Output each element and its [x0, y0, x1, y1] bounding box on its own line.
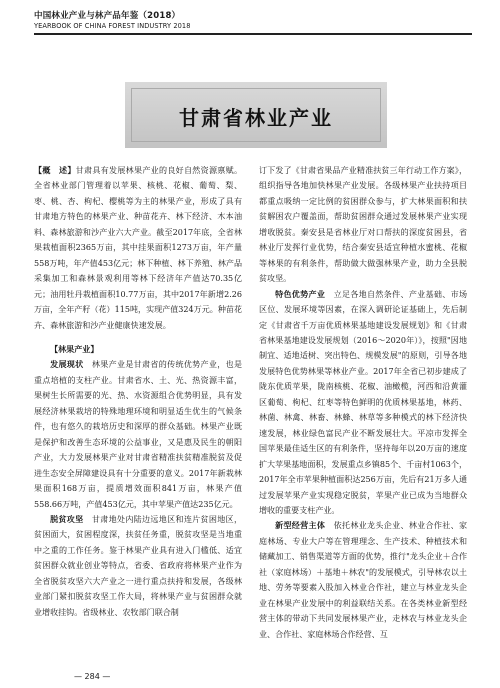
left-column	[34, 163, 242, 663]
poverty-paragraph	[34, 512, 242, 620]
right-column	[259, 163, 467, 663]
new-entities-lead: 新型经营主体	[275, 521, 326, 531]
running-header-chinese: 中国林业产业与林产品年鉴（2018）	[34, 11, 181, 21]
header-rule	[34, 33, 472, 35]
featured-industry-lead: 特色优势产业	[275, 289, 326, 299]
development-status-paragraph	[34, 357, 242, 512]
section-heading: 【林果产业】	[50, 344, 99, 354]
section-spacer	[34, 333, 242, 342]
overview-tag: 【概 述】	[34, 166, 76, 175]
new-entities-paragraph	[259, 518, 467, 642]
development-status-text: 林果产业是甘肃省的传统优势产业，也是重点培植的支柱产业。甘肃省水、土、光、热资源丰富，果树生长所需要的光、热、水资源组合优势明显，具有发展经济林果栽培的特殊地理环境和明显适生优生的气候条件，也有悠久的栽培历史和深厚的群众基础。林果产业既是保护和改善生态环境的公益事业，又是惠及民生的朝阳产业，大力发展林果产业对甘肃省精准扶贫精准脱贫及促进生态安全屏障建设具有十分重要的意义。2017年新栽林果面积168万亩，提质增效面积841万亩，林果产值558.66万吨，产值453亿元，其中苹果产值达235亿元。	[34, 360, 242, 509]
chapter-banner	[125, 82, 387, 148]
overview-text: 甘肃具有发展林果产业的良好自然资源禀赋。全省林业部门管理着以苹果、核桃、花椒、葡萄、梨、枣、桃、杏、枸杞、樱桃等为主的林果产业，形成了具有甘肃地方特色的林果产业、种苗花卉、林下经济、木本油料、森林旅游和沙产业六大产业。截至2017年底，全省林果栽植面积2365万亩，其中挂果面积1273万亩，年产量558万吨，年产值453亿元；林下种植、林下养殖、林产品采集加工和森林景观利用等林下经济年产值达70.35亿元；油用牡丹栽植面积10.77万亩，其中2017年新增2.26万亩，全年产籽（花）115吨，实现产值324万元。种苗花卉、森林旅游和沙产业健康快速发展。	[34, 166, 242, 330]
poverty-text: 甘肃地处内陆边远地区和连片贫困地区，贫困面大，贫困程度深，扶贫任务重，脱贫攻坚是当地重中之重的工作任务。鉴于林果产业具有进入门槛低、适宜贫困群众就业创业等特点，省委、省政府将林果产业作为全省脱贫攻坚六大产业之一进行重点扶持和发展，各级林业部门紧扣脱贫攻坚工作大局，将林果产业与贫困群众就业增收挂钩。省级林业、农牧部门联合制	[34, 514, 242, 617]
featured-industry-paragraph	[259, 287, 467, 519]
featured-industry-text: 立足各地自然条件、产业基础、市场区位、发展环境等因素，在深入调研论证基础上，先后制定《甘肃省千万亩优质林果基地建设发展规划》和《甘肃省林果基地建设发展规划（2016～2020年）》，按照"因地制宜、适地适树、突出特色、规模发展"的原则，引导各地发展特色优势林果等林业产业。2017年全省已初步建成了陇东优质苹果，陇南核桃、花椒、油橄榄，河西和沿黄灌区葡萄、枸杞、红枣等特色鲜明的优质林果基地，林药、林菌、林禽、林畜、林蜂、林草等多种模式的林下经济快速发展，林业绿色富民产业不断发展壮大。平凉市发挥全国苹果最佳适生区的有利条件，坚持每年以20万亩的速度扩大苹果基地面积，发展重点乡镇85个、千亩村1063个，2017年全市苹果种植面积达256万亩，先后有21万多人通过发展苹果产业实现稳定脱贫，苹果产业已成为当地群众增收的重要支柱产业。	[259, 289, 467, 515]
new-entities-text: 依托林业龙头企业、林业合作社、家庭林场、专业大户等在管理理念、生产技术、种植技术和储藏加工、销售渠道等方面的优势，推行"龙头企业＋合作社（家庭林场）＋基地＋林农"的发展模式，引导林农以土地、劳务等要素入股加入林业合作社，建立与林业龙头企业在林果产业发展中的利益联结关系。在各类林业新型经营主体的带动下共同发展林果产业，走林农与林业龙头企业、合作社、家庭林场合作经营、互	[259, 521, 467, 639]
poverty-lead: 脱贫攻坚	[50, 514, 84, 524]
continued-paragraph: 订下发了《甘肃省果品产业精准扶贫三年行动工作方案》，组织指导各地加快林果产业发展。各级林果产业扶持项目都重点吸纳一定比例的贫困群众参与，扩大林果面积和扶贫解困农户覆盖面，帮助贫困群众通过发展林果产业实现增收脱贫。秦安县是省林业厅对口帮扶的深度贫困县，省林业厅发挥行业优势，结合秦安县适宜种植水蜜桃、花椒等林果的有利条件，帮助做大做强林果产业，助力全县脱贫攻坚。	[259, 166, 467, 284]
page-number: — 284 —	[74, 672, 111, 681]
running-header-english: YEARBOOK OF CHINA FOREST INDUSTRY 2018	[34, 22, 191, 30]
chapter-title: 甘肃省林业产业	[179, 106, 333, 130]
overview-paragraph	[34, 163, 242, 333]
development-status-lead: 发展现状	[50, 360, 84, 370]
